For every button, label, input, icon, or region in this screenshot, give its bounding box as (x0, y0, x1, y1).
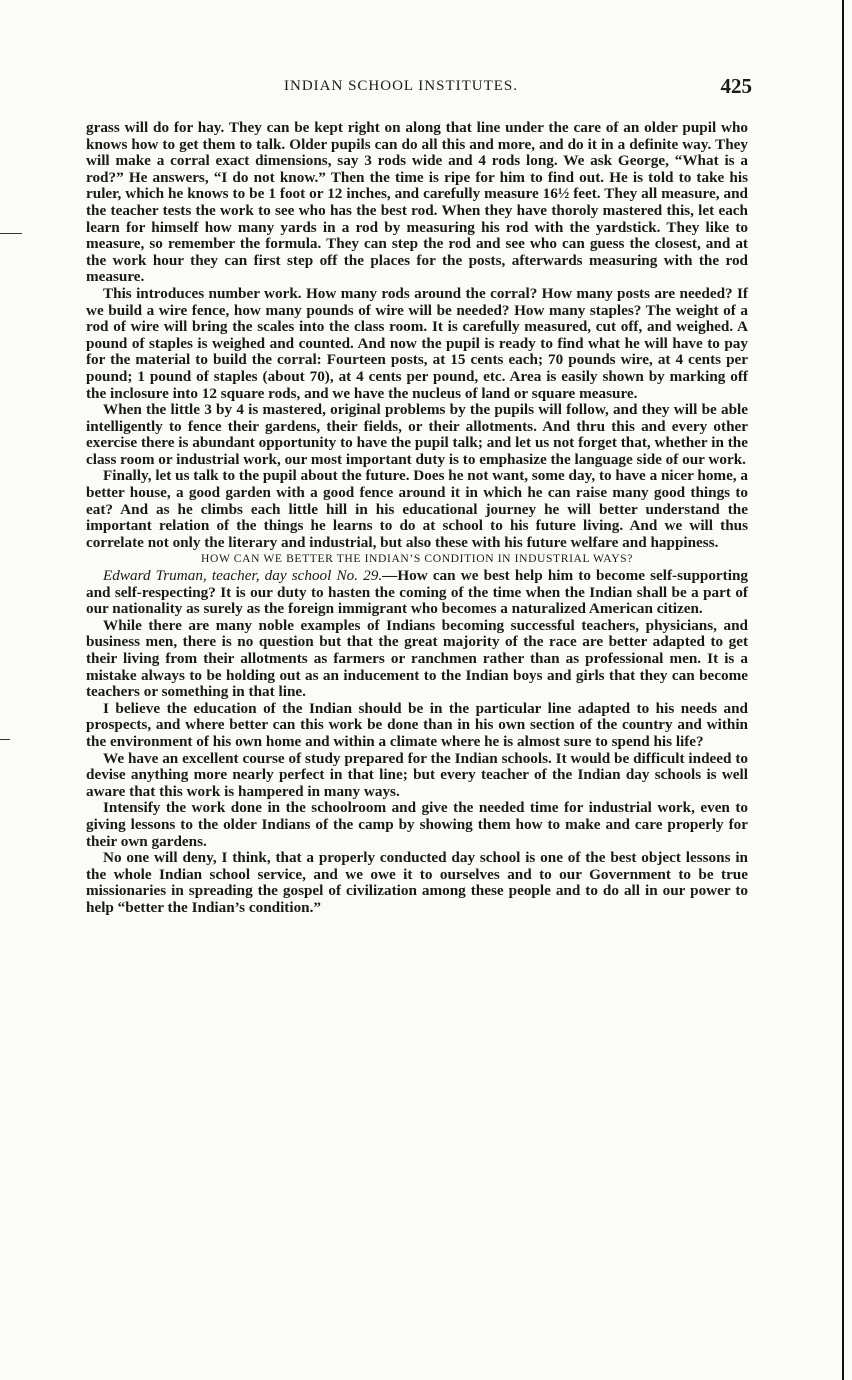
paragraph: When the little 3 by 4 is mastered, original problems by the pupils will follow, and they will be able intelligently to fence their gardens, their fields, or their allotments. And thru this and every other exercise there is abundant opportunity to have the pupil talk; and let us not forget that, whether in the class room or industrial work, our most important duty is to emphasize the language side of our work. (86, 401, 748, 468)
page-header (86, 76, 756, 102)
running-title: INDIAN SCHOOL INSTITUTES. (284, 78, 519, 94)
paragraph: I believe the education of the Indian should be in the particular line adapted to his needs and prospects, and where better can this work be done than in his own section of the country and within the environment of his own home and within a climate where he is almost sure to spend his life? (86, 699, 748, 750)
paragraph (86, 568, 748, 618)
page-edge-rule (842, 0, 844, 1380)
paragraph: This introduces number work. How many rods around the corral? How many posts are needed? If we build a wire fence, how many pounds of wire will be needed? How many staples? The weight of a rod of wire will bring the scales into the class room. It is carefully measured, cut off, and weighed. A pound of staples is weighed and counted. And now the pupil is ready to find what he will have to pay for the material to build the corral: Fourteen posts, at 15 cents each; 70 pounds wire, at 4 cents per pound; 1 pound of staples (about 70), at 4 cents per pound, etc. Area is easily shown by marking off the inclosure into 12 square rods, and we have the nucleus of land or square measure. (86, 284, 748, 402)
paragraph: We have an excellent course of study prepared for the Indian schools. It would be difficult indeed to devise anything more nearly perfect in that line; but every teacher of the Indian day schools is well aware that this work is hampered in many ways. (86, 749, 748, 800)
body-text (86, 120, 748, 917)
paragraph: grass will do for hay. They can be kept right on along that line under the care of an older pupil who knows how to get them to talk. Older pupils can do all this and more, and do it in a definite way. They will make a corral exact dimensions, say 3 rods wide and 4 rods long. We ask George, “What is a rod?” He answers, “I do not know.” Then the time is ripe for him to find out. He is told to take his ruler, which he knows to be 1 foot or 12 inches, and carefully measure 16½ feet. They all measure, and the teacher tests the work to see who has the best rod. When they have thoroly mastered this, let each learn for himself how many yards in a rod by measuring his rod with the yardstick. They like to measure, so remember the formula. They can step the rod and see who can guess the closest, and at the work hour they can first step off the places for the posts, afterwards measuring with the rod measure. (86, 119, 748, 286)
paragraph-text: —How can we best help him to become self-supporting and self-respecting? It is our duty to hasten the coming of the time when the Indian shall be a part of our nationality as surely as the foreign immigrant who becomes a naturalized American citizen. (86, 567, 748, 618)
section-heading: HOW CAN WE BETTER THE INDIAN’S CONDITION IN INDUSTRIAL WAYS? (201, 552, 633, 566)
paragraph: No one will deny, I think, that a properly conducted day school is one of the best object lessons in the whole Indian school service, and we owe it to ourselves and to our Government to be true missionaries in spreading the gospel of civilization among these people and to do all in our power to help “better the Indian’s condition.” (86, 849, 748, 916)
paragraph: Finally, let us talk to the pupil about the future. Does he not want, some day, to have a nicer home, a better house, a good garden with a good fence around it in which he can raise many good things to eat? And as he climbs each little hill in his educational journey he will better understand the important relation of the things he learns to do at school to his future living. And we will thus correlate not only the literary and industrial, but also these with his future welfare and happiness. (86, 467, 748, 551)
margin-mark (0, 739, 10, 740)
margin-mark (0, 233, 22, 234)
author-line: Edward Truman, teacher, day school No. 29. (103, 567, 383, 585)
paragraph: While there are many noble examples of Indians becoming successful teachers, physicians, and business men, there is no question but that the great majority of the race are better adapted to get their living from their allotments as farmers or ranchmen rather than as professional men. It is a mistake always to be holding out as an inducement to the Indian boys and girls that they can become teachers or something in that line. (86, 616, 748, 701)
paragraph: Intensify the work done in the schoolroom and give the needed time for industrial work, even to giving lessons to the older Indians of the camp by showing them how to make and care properly for their own gardens. (86, 799, 748, 850)
page-number: 425 (720, 74, 752, 98)
